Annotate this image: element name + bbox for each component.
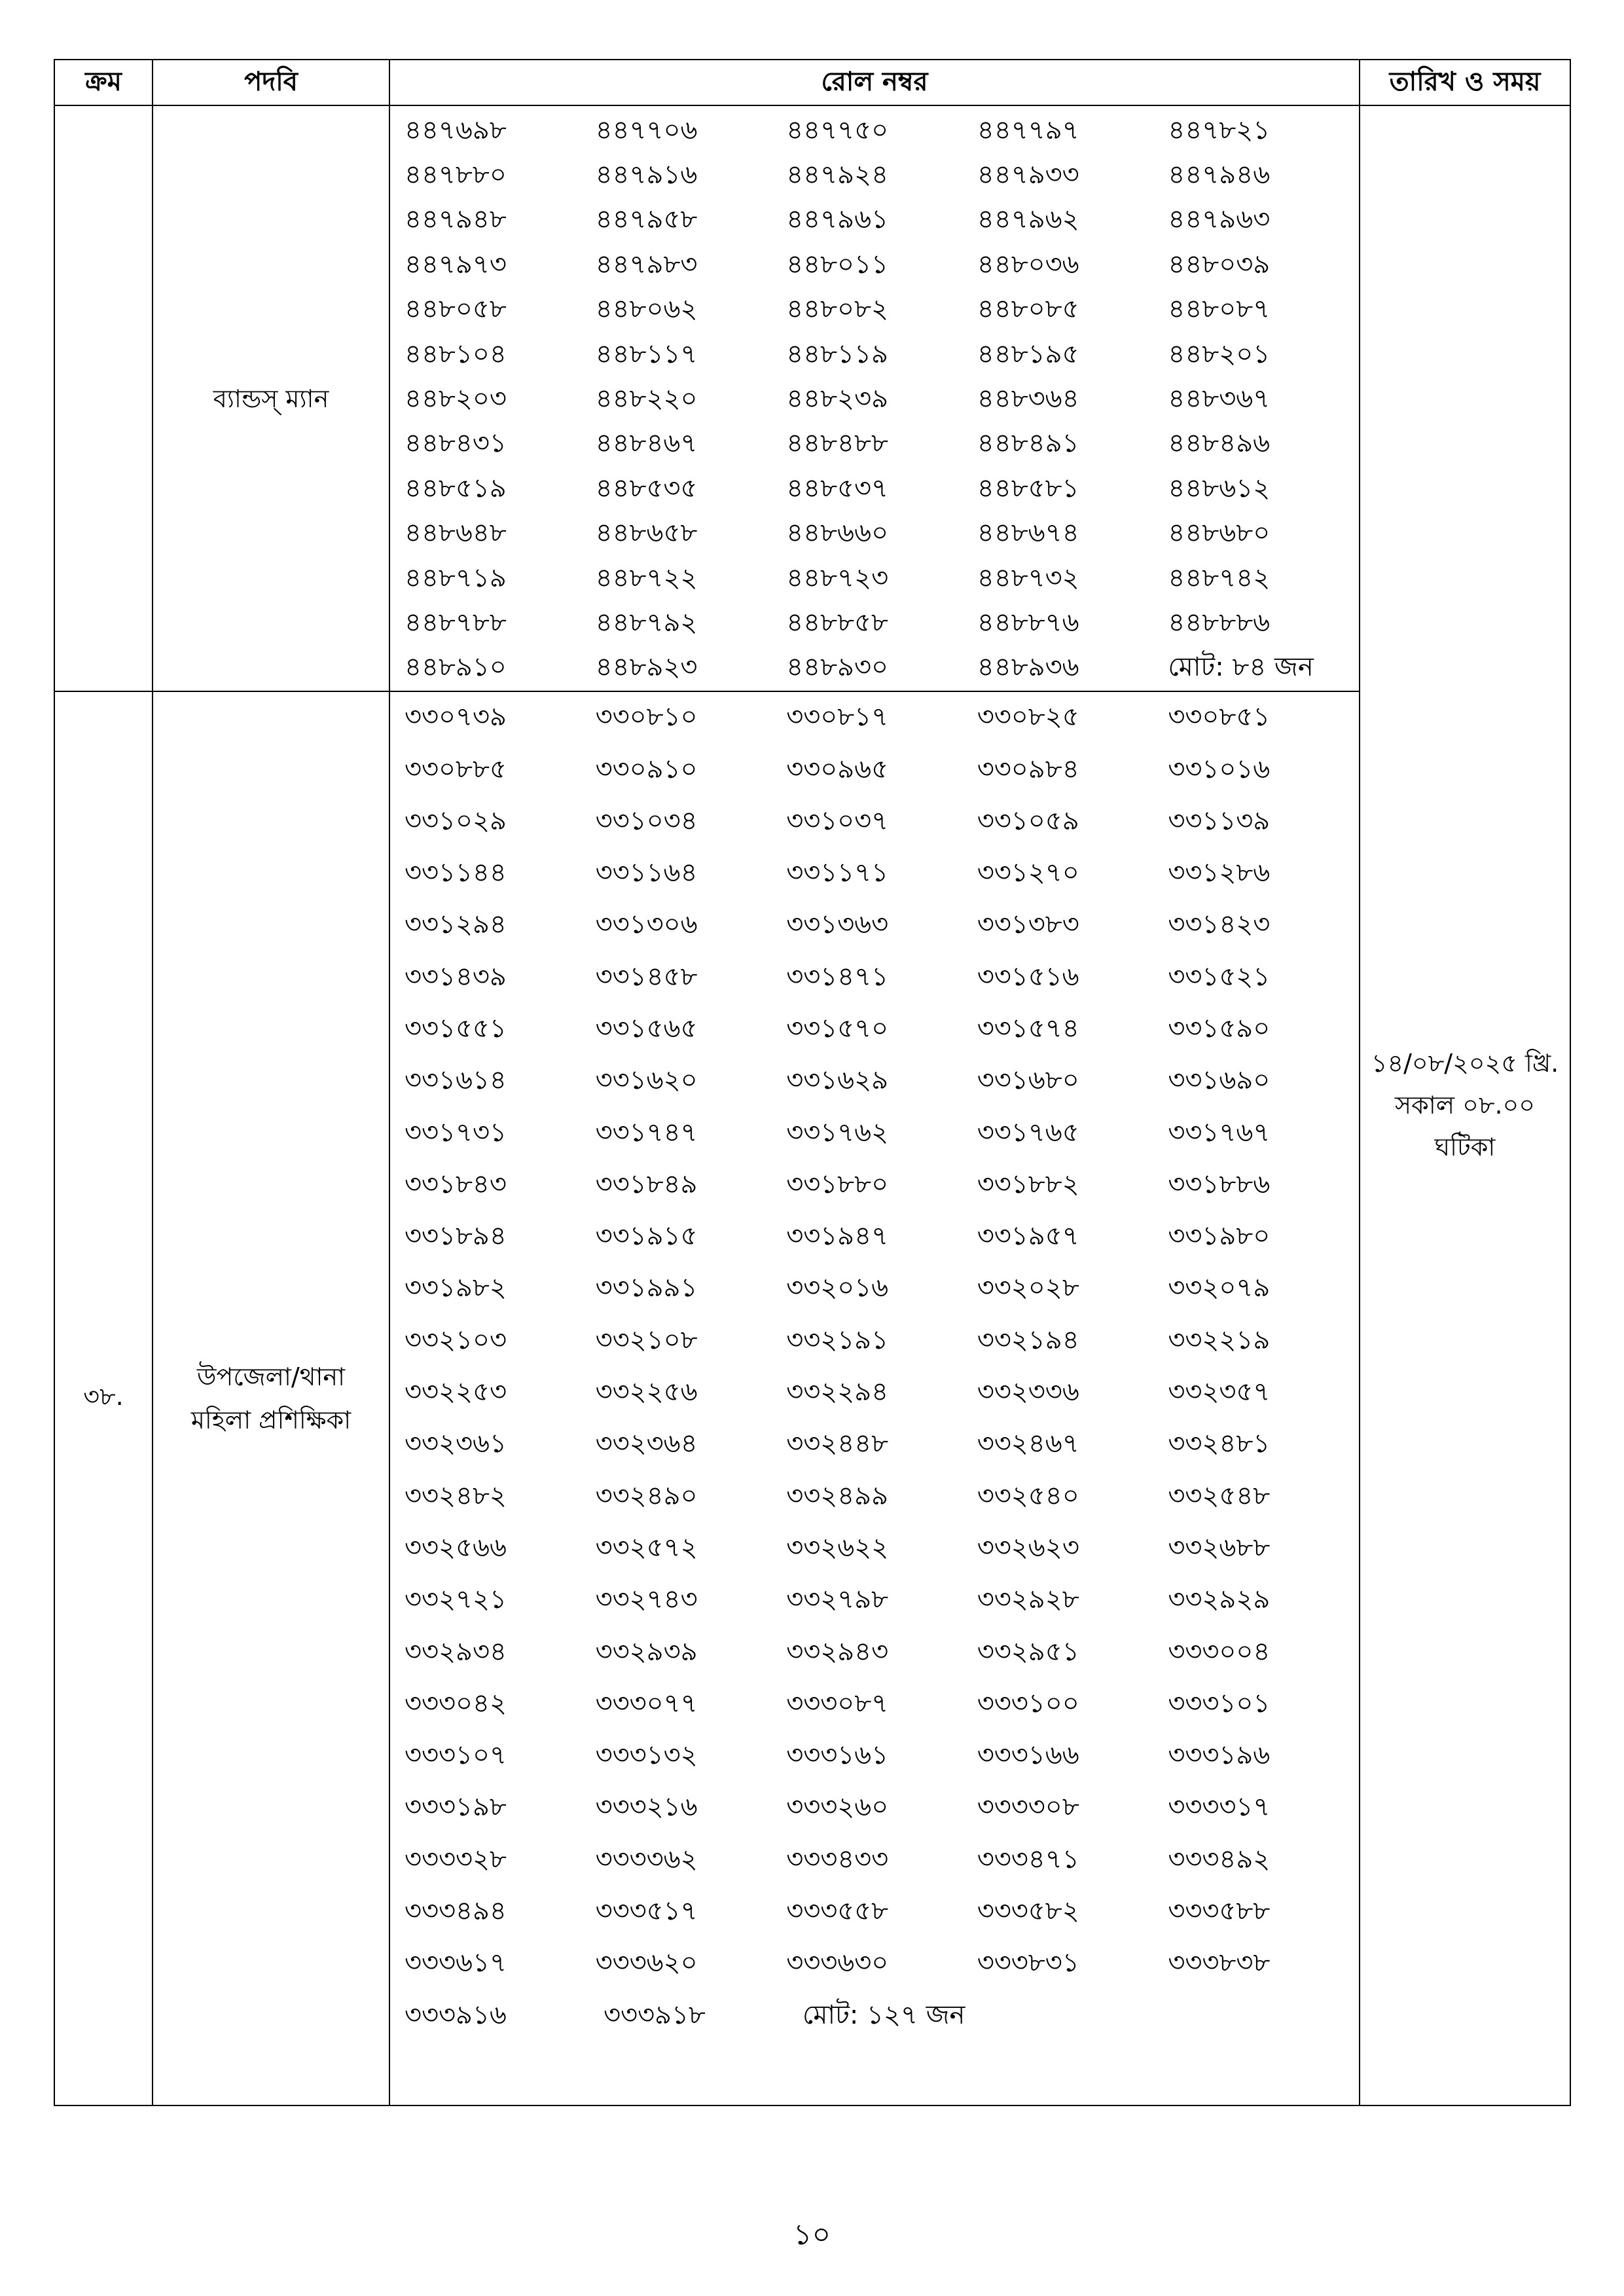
roll-row — [390, 333, 1359, 377]
roll-number: ৩৩০৮১৭ — [786, 702, 889, 733]
roll-number: ৪৪৭৭০৬ — [595, 115, 698, 145]
roll-row — [390, 1211, 1359, 1263]
roll-number: ৩৩১৫৭০ — [786, 1013, 889, 1044]
roll-number: ৩৩৩৬৩০ — [786, 1948, 889, 1978]
page-number: ১০ — [793, 2218, 831, 2251]
roll-number: ৩৩২২৯৪ — [786, 1377, 889, 1408]
roll-row — [390, 796, 1359, 848]
header-row — [54, 60, 1570, 105]
roll-number: ৪৪৮২২০ — [595, 384, 698, 414]
header-roll: রোল নম্বর — [389, 60, 1360, 105]
roll-number: ৪৪৮৯৩০ — [786, 652, 889, 683]
roll-number: ৪৪৮৬১২ — [1168, 473, 1271, 503]
roll-number: ৩৩১৮৮২ — [977, 1169, 1079, 1199]
roll-number: ৪৪৭৮২১ — [1168, 115, 1271, 145]
roll-number: ৪৪৮০৫৮ — [405, 294, 507, 325]
roll-number: ৩৩১২৭০ — [977, 858, 1079, 888]
roll-row — [390, 512, 1359, 556]
roll-number: ৪৪৮১১৭ — [595, 338, 698, 369]
roll-row — [390, 1886, 1359, 1938]
roll-number: ৪৪৮৬৪৮ — [405, 518, 507, 549]
roll-number: ৩৩৩১৯৬ — [1168, 1740, 1271, 1771]
roll-number: ৪৪৮০৮২ — [786, 294, 889, 325]
roll-number: ৩৩১৫১৬ — [977, 961, 1079, 992]
roll-number: ৪৪৮৩৬৪ — [977, 384, 1079, 414]
roll-number: ৪৪৭৯৩৩ — [977, 160, 1079, 191]
roll-number: ৩৩০৮৫১ — [1168, 702, 1271, 733]
roll-number: ৩৩২৩৬১ — [405, 1429, 507, 1459]
roll-number: ৩৩৩১০০ — [977, 1688, 1079, 1719]
roll-number: ৪৪৭৬৯৮ — [405, 115, 507, 145]
section-bandsman-row — [54, 105, 1570, 691]
roll-number: ৩৩১৬১৪ — [405, 1065, 507, 1096]
roll-number: ৩৩২২৫৬ — [595, 1377, 698, 1408]
roll-number: ৩৩১১৭১ — [786, 858, 889, 888]
roll-number: ৪৪৮১১৯ — [786, 338, 888, 369]
roll-number: ৩৩৩১৬১ — [786, 1740, 889, 1771]
roll-row — [390, 1419, 1359, 1470]
roll-number: ৪৪৮৮৮৬ — [1168, 607, 1271, 638]
roll-row — [390, 1990, 1359, 2042]
roll-number: ৪৪৭৯৬৩ — [1168, 204, 1271, 235]
roll-row — [390, 1315, 1359, 1367]
roll-row — [390, 744, 1359, 795]
roll-row — [390, 1004, 1359, 1055]
roll-number: ৩৩২০৭৯ — [1168, 1273, 1271, 1303]
roll-number: ৩৩০৮৮৫ — [405, 754, 507, 784]
roll-number: ৩৩১৫৫১ — [405, 1013, 507, 1044]
roll-number: মোট: ৮৪ জন — [1168, 652, 1314, 683]
roll-number: ৩৩৩১৩২ — [595, 1740, 698, 1771]
roll-number: ৪৪৮১০৪ — [405, 338, 507, 369]
roll-number: ৩৩১৬৮০ — [977, 1065, 1079, 1096]
roll-number: ৩৩২৫৭২ — [595, 1532, 698, 1563]
roll-number: ৪৪৮৮৭৬ — [977, 607, 1079, 638]
roll-number: ৩৩১৯৮২ — [405, 1273, 507, 1303]
roll-number: ৪৪৮৪৯৬ — [1168, 428, 1271, 459]
roll-number: ৩৩১৯৯১ — [595, 1273, 698, 1303]
schedule-suffix: ঘটিকা — [1434, 1133, 1496, 1162]
section1-roll-grid — [390, 106, 1359, 691]
roll-number: ৩৩৩০০৪ — [1168, 1636, 1271, 1667]
section2-roll-grid — [390, 692, 1359, 2105]
roll-number: ৩৩১৮৯৪ — [405, 1221, 507, 1252]
roll-number: ৪৪৮০৮৫ — [977, 294, 1079, 325]
roll-number: ৩৩১৪৩৯ — [405, 961, 507, 992]
roll-number: ৩৩৩৯১৬ — [405, 1999, 507, 2030]
roll-number: ৩৩৩২১৬ — [595, 1792, 698, 1823]
roll-number: ৩৩১৪৭১ — [786, 961, 889, 992]
roll-number: ৩৩৩৩৬২ — [595, 1844, 698, 1874]
roll-number: ৩৩৩০৮৭ — [786, 1688, 889, 1719]
roll-number: ৩৩২৪৯৯ — [786, 1480, 889, 1511]
roll-number: ৩৩২৫৬৬ — [405, 1532, 507, 1563]
roll-number: ৩৩৩৬২০ — [595, 1948, 698, 1978]
roll-number: ৪৪৭৭৫০ — [786, 115, 889, 145]
roll-number: ৩৩২৪৮১ — [1168, 1429, 1271, 1459]
roll-number: ৩৩৩৩০৮ — [977, 1792, 1079, 1823]
roll-number: ৪৪৮০৩৬ — [977, 249, 1079, 280]
roll-number: ৩৩২০১৬ — [786, 1273, 889, 1303]
roll-number: ৩৩২২৫৩ — [405, 1377, 507, 1408]
roll-number: ৩৩২১৯৪ — [977, 1324, 1079, 1355]
roll-number: ৪৪৮৭২২ — [595, 562, 698, 593]
roll-number: ৪৪৮০৮৭ — [1168, 294, 1271, 325]
roll-number: ৩৩৩৮৩১ — [977, 1948, 1079, 1978]
roll-number: ৩৩৩১০৭ — [405, 1740, 507, 1771]
roll-number: ৩৩১৫৯০ — [1168, 1013, 1271, 1044]
roll-row — [390, 1679, 1359, 1730]
roll-number: ৩৩২১৯১ — [786, 1324, 889, 1355]
roll-number: ৩৩২৭২১ — [405, 1584, 507, 1615]
roll-number: ৪৪৭৭৯৭ — [977, 115, 1079, 145]
roll-number: ৩৩১১৬৪ — [595, 858, 698, 888]
schedule-time: সকাল ০৮.০০ — [1395, 1091, 1535, 1120]
roll-number: ৩৩১৯৪৭ — [786, 1221, 889, 1252]
roll-row — [390, 1834, 1359, 1886]
section2-post-line1: উপজেলা/থানা — [196, 1362, 346, 1391]
schedule-date: ১৪/০৮/২০২৫ খ্রি. — [1371, 1049, 1559, 1078]
roll-row — [390, 198, 1359, 243]
roll-number: ৩৩১৬২০ — [595, 1065, 698, 1096]
roll-number: ৩৩২৩৬৪ — [595, 1429, 698, 1459]
roll-number: ৩৩১৯১৫ — [595, 1221, 698, 1252]
roll-number: ৩৩১০৩৭ — [786, 805, 889, 836]
roll-number: ৪৪৮২০১ — [1168, 338, 1271, 369]
section1-serial — [54, 105, 153, 691]
roll-number: ৩৩১৫৭৪ — [977, 1013, 1079, 1044]
roll-number: ৪৪৮৬৫৮ — [595, 518, 698, 549]
roll-number: ৩৩৩৫১৭ — [595, 1896, 698, 1927]
roll-number: ৩৩৩৩১৭ — [1168, 1792, 1271, 1823]
roll-number: ৩৩২৩৩৬ — [977, 1377, 1079, 1408]
roll-number: ৪৪৮৭৮৮ — [405, 607, 507, 638]
roll-number: ৩৩৩৪৭১ — [977, 1844, 1079, 1874]
roll-number: ৩৩০৯৮৪ — [977, 754, 1079, 784]
roll-row — [390, 1575, 1359, 1626]
roll-number: ৩৩২৬৮৮ — [1168, 1532, 1271, 1563]
roll-number: ৩৩২৬২৩ — [977, 1532, 1079, 1563]
roll-row — [390, 467, 1359, 511]
roll-row — [390, 243, 1359, 287]
schedule-cell — [1360, 105, 1570, 2105]
roll-number: ৩৩০৮১০ — [595, 702, 698, 733]
roll-number: ৩৩১৩৬৩ — [786, 909, 889, 940]
roll-number: ৪৪৮৩৬৭ — [1168, 384, 1271, 414]
section-women-trainer-row — [54, 691, 1570, 2105]
roll-row — [390, 422, 1359, 467]
roll-number: ৩৩১৭৬৭ — [1168, 1117, 1271, 1148]
roll-number: ৪৪৮৫৮১ — [977, 473, 1079, 503]
roll-row — [390, 1938, 1359, 1990]
roll-number: ৩৩১৯৮০ — [1168, 1221, 1271, 1252]
roll-number: ৩৩০৯১০ — [595, 754, 698, 784]
roll-number: ৪৪৭৯৬১ — [786, 204, 889, 235]
roll-row — [390, 848, 1359, 900]
roll-number: ৩৩১৩৮৩ — [977, 909, 1079, 940]
roll-number: ৩৩৩৩২৮ — [405, 1844, 507, 1874]
roll-number: ৩৩২০২৮ — [977, 1273, 1079, 1303]
roll-number: ৩৩৩১০১ — [1168, 1688, 1271, 1719]
roll-number: ৩৩০৭৩৯ — [405, 702, 507, 733]
roll-number: ৩৩২৫৪৮ — [1168, 1480, 1271, 1511]
roll-number: ৪৪৭৯৪৬ — [1168, 160, 1271, 191]
roll-number: ৪৪৮৪৬৭ — [595, 428, 698, 459]
roll-number: ৩৩১২৮৬ — [1168, 858, 1271, 888]
roll-row — [390, 952, 1359, 1004]
roll-number: ৩৩১৮৮০ — [786, 1169, 889, 1199]
roll-number: ৩৩২৯৩৯ — [595, 1636, 698, 1667]
roll-number: ৩৩১২৯৪ — [405, 909, 507, 940]
roll-row — [390, 153, 1359, 198]
roll-number: ৪৪৮৫৩৭ — [786, 473, 889, 503]
roll-number: ৪৪৮৭১৯ — [405, 562, 507, 593]
roll-number: ৩৩১৪৫৮ — [595, 961, 698, 992]
roll-number: ৩৩১৪২৩ — [1168, 909, 1271, 940]
roll-number: ৩৩১০৩৪ — [595, 805, 698, 836]
roll-number: ৩৩১৫৬৫ — [595, 1013, 698, 1044]
roll-number: মোট: ১২৭ জন — [803, 1999, 965, 2030]
roll-number: ৩৩১৭৬৫ — [977, 1117, 1079, 1148]
roll-number: ৪৪৮৪৮৮ — [786, 428, 888, 459]
roll-number: ৪৪৮৪৯১ — [977, 428, 1079, 459]
roll-number: ৩৩৩১৯৮ — [405, 1792, 507, 1823]
roll-number: ৩৩১০৫৯ — [977, 805, 1079, 836]
roll-number: ৪৪৭৯১৬ — [595, 160, 698, 191]
roll-number: ৩৩৩০৭৭ — [595, 1688, 698, 1719]
section2-post-line2: মহিলা প্রশিক্ষিকা — [190, 1405, 352, 1434]
roll-number: ৩৩৩২৬০ — [786, 1792, 889, 1823]
roll-number: ৩৩২৪৪৮ — [786, 1429, 889, 1459]
roll-number: ৩৩৩৪৯২ — [1168, 1844, 1271, 1874]
roll-row — [390, 1523, 1359, 1575]
roll-number: ৩৩২২১৯ — [1168, 1324, 1271, 1355]
roll-number: ৩৩৩০৪২ — [405, 1688, 507, 1719]
roll-number: ৪৪৮২০৩ — [405, 384, 507, 414]
roll-number: ৪৪৮৫১৯ — [405, 473, 507, 503]
roll-row — [390, 1782, 1359, 1834]
roll-number: ৩৩১৮৪৩ — [405, 1169, 507, 1199]
roll-number: ৪৪৭৯৬২ — [977, 204, 1079, 235]
roll-row — [390, 900, 1359, 951]
roll-number: ৩৩৩৯১৮ — [604, 1999, 706, 2030]
roll-number: ৩৩১১৩৯ — [1168, 805, 1271, 836]
roll-number: ৩৩১৬২৯ — [786, 1065, 889, 1096]
roll-number: ৩৩২৪৬৭ — [977, 1429, 1079, 1459]
roll-row — [390, 1626, 1359, 1678]
roll-number: ৪৪৮৫৩৫ — [595, 473, 698, 503]
roll-number: ৪৪৮০১১ — [786, 249, 888, 280]
roll-number: ৪৪৮৭৩২ — [977, 562, 1079, 593]
roll-row — [390, 1367, 1359, 1419]
section1-post: ব্যান্ডস্ ম্যান — [153, 105, 389, 691]
roll-number: ৩৩৩৮৩৮ — [1168, 1948, 1271, 1978]
roll-row — [390, 1055, 1359, 1107]
roll-number: ৩৩১৯৫৭ — [977, 1221, 1079, 1252]
roll-number: ৩৩২৯৫১ — [977, 1636, 1079, 1667]
roll-number: ৩৩০৮২৫ — [977, 702, 1079, 733]
roll-number: ৪৪৮৬৭৪ — [977, 518, 1079, 549]
roll-number: ৪৪৮৭৪২ — [1168, 562, 1271, 593]
roll-number: ৩৩২৩৫৭ — [1168, 1377, 1271, 1408]
header-post: পদবি — [153, 60, 389, 105]
roll-number: ৪৪৮৬৬০ — [786, 518, 889, 549]
roll-row — [390, 1159, 1359, 1211]
roll-number: ৩৩২৯২৯ — [1168, 1584, 1271, 1615]
roll-row — [390, 1730, 1359, 1782]
roll-number: ৩৩৩৪৯৪ — [405, 1896, 507, 1927]
roll-number: ৪৪৮০৩৯ — [1168, 249, 1271, 280]
roll-number: ৪৪৮২৩৯ — [786, 384, 889, 414]
roll-row — [390, 692, 1359, 744]
roll-number: ৩৩১১৪৪ — [405, 858, 507, 888]
roll-number: ৪৪৮১৯৫ — [977, 338, 1079, 369]
roll-number: ৪৪৮৮৫৮ — [786, 607, 888, 638]
roll-row — [390, 109, 1359, 153]
roll-number: ৪৪৮০৬২ — [595, 294, 698, 325]
section2-serial: ৩৮. — [54, 691, 153, 2105]
roll-number: ৪৪৭৯৮৩ — [595, 249, 698, 280]
header-date-time: তারিখ ও সময় — [1360, 60, 1570, 105]
roll-row — [390, 377, 1359, 422]
roll-number: ৩৩১৭৪৭ — [595, 1117, 698, 1148]
roll-number: ৩৩৩৪৩৩ — [786, 1844, 889, 1874]
roll-number: ৪৪৮৯২৩ — [595, 652, 698, 683]
roll-number: ৩৩৩৬১৭ — [405, 1948, 507, 1978]
roll-number: ৪৪৮৭২৩ — [786, 562, 889, 593]
roll-number: ৩৩২৫৪০ — [977, 1480, 1079, 1511]
roll-number: ৪৪৭৯২৪ — [786, 160, 889, 191]
roll-row — [390, 556, 1359, 601]
roll-number: ৪৪৭৯৪৮ — [405, 204, 507, 235]
roll-number: ৩৩১০২৯ — [405, 805, 507, 836]
roll-number: ৩৩১৭৬২ — [786, 1117, 889, 1148]
roll-number: ৩৩২১০৮ — [595, 1324, 698, 1355]
roll-number: ৩৩৩৫৮২ — [977, 1896, 1079, 1927]
roll-row — [390, 1471, 1359, 1523]
roll-number: ৩৩১৫২১ — [1168, 961, 1271, 992]
roll-number: ৪৪৮৪৩১ — [405, 428, 507, 459]
roll-number: ৩৩২৭৪৩ — [595, 1584, 698, 1615]
roll-row — [390, 288, 1359, 333]
roll-number: ৪৪৭৮৮০ — [405, 160, 507, 191]
roll-number: ৩৩২৯৪৩ — [786, 1636, 889, 1667]
roll-row — [390, 1107, 1359, 1159]
roll-number: ৩৩১০১৬ — [1168, 754, 1271, 784]
roll-row — [390, 601, 1359, 646]
roll-number: ৩৩২৯৩৪ — [405, 1636, 507, 1667]
roll-number: ৩৩২৪৯০ — [595, 1480, 698, 1511]
roll-number: ৩৩২৪৮২ — [405, 1480, 507, 1511]
roll-number: ৩৩১৮৪৯ — [595, 1169, 698, 1199]
header-serial: ক্রম — [54, 60, 153, 105]
section2-roll-cell — [389, 691, 1360, 2105]
roll-row — [390, 646, 1359, 691]
roll-number: ৩৩১৭৩১ — [405, 1117, 507, 1148]
roll-number: ৩৩০৯৬৫ — [786, 754, 889, 784]
roll-number: ৩৩২৯২৮ — [977, 1584, 1079, 1615]
roll-table — [54, 59, 1571, 2106]
roll-number: ৪৪৮৬৮০ — [1168, 518, 1271, 549]
section1-roll-cell — [389, 105, 1360, 691]
section2-post — [153, 691, 389, 2105]
roll-number: ৩৩১৮৮৬ — [1168, 1169, 1271, 1199]
roll-number: ৩৩৩৫৫৮ — [786, 1896, 889, 1927]
roll-number: ৪৪৮৯৩৬ — [977, 652, 1079, 683]
roll-row — [390, 1263, 1359, 1315]
roll-number: ৩৩১৬৯০ — [1168, 1065, 1271, 1096]
roll-number: ৩৩২৬২২ — [786, 1532, 889, 1563]
roll-number: ৪৪৭৯৭৩ — [405, 249, 507, 280]
roll-number: ৪৪৮৭৯২ — [595, 607, 698, 638]
roll-number: ৩৩২৭৯৮ — [786, 1584, 889, 1615]
roll-number: ৩৩২১০৩ — [405, 1324, 507, 1355]
roll-number: ৩৩১৩০৬ — [595, 909, 698, 940]
roll-number: ৩৩৩১৬৬ — [977, 1740, 1079, 1771]
roll-number: ৩৩৩৫৮৮ — [1168, 1896, 1271, 1927]
roll-number: ৪৪৮৯১০ — [405, 652, 507, 683]
roll-number: ৪৪৭৯৫৮ — [595, 204, 698, 235]
